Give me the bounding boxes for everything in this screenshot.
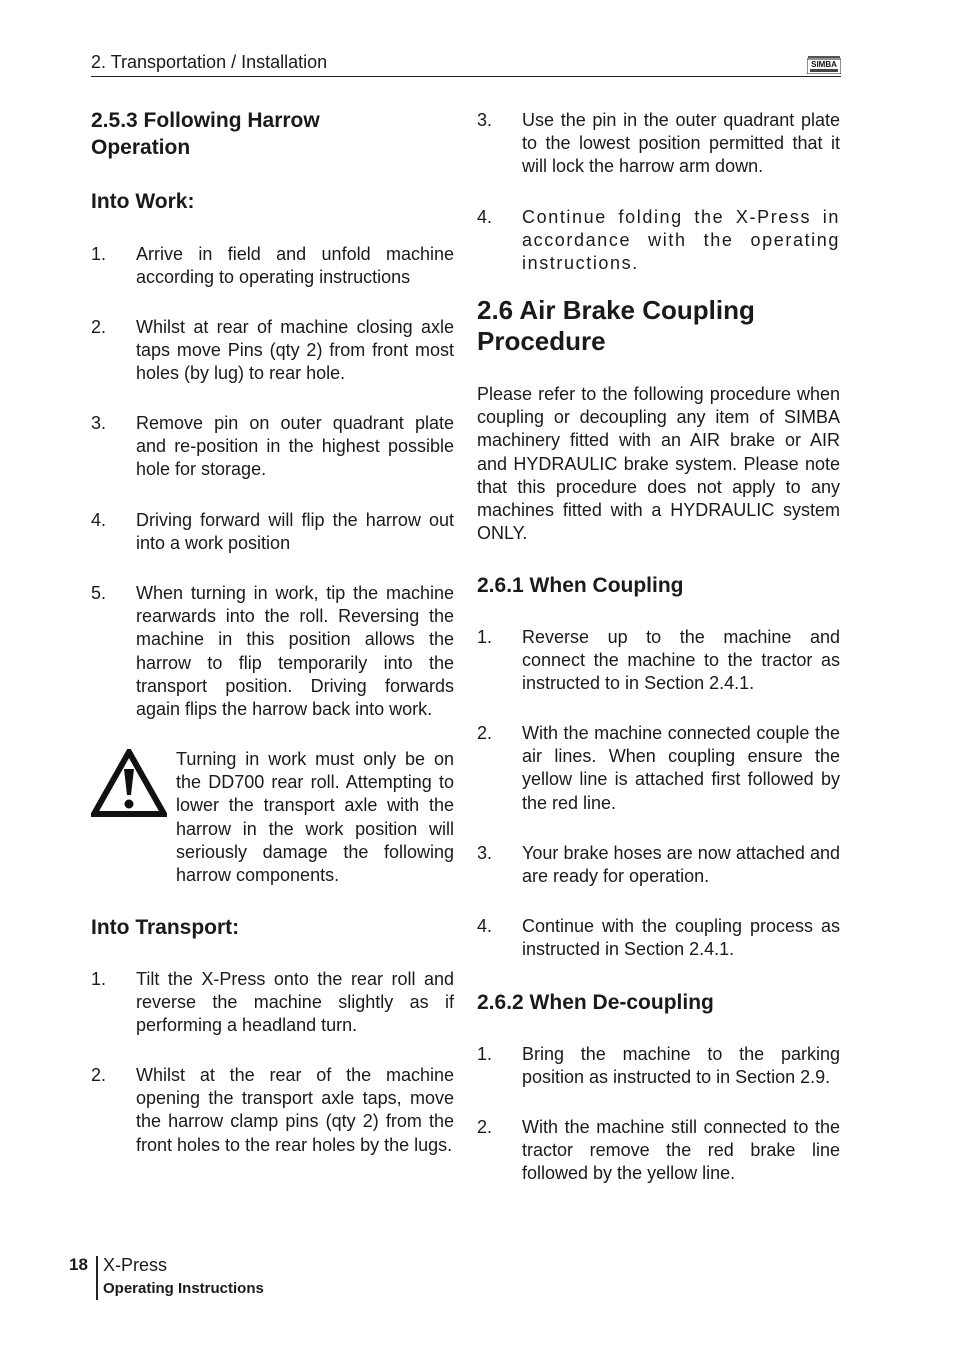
footer-subtitle: Operating Instructions [103, 1280, 264, 1297]
warning-text: Turning in work must only be on the DD700 rear roll. Attempting to lower the transport axle with the harrow in the work position will seriously damage the following harrow components. [176, 749, 454, 886]
footer-divider [96, 1256, 98, 1300]
simba-logo [807, 56, 841, 74]
into-work-heading: Into Work: [91, 190, 195, 213]
coupling-heading: 2.6.1 When Coupling [477, 574, 684, 597]
footer-product-name: X-Press [103, 1255, 168, 1275]
decoupling-heading: 2.6.2 When De-coupling [477, 991, 714, 1014]
header-section-title: 2. Transportation / Installation [91, 52, 328, 72]
into-transport-heading: Into Transport: [91, 916, 240, 939]
svg-text:SIMBA: SIMBA [811, 60, 837, 69]
warning-triangle-icon [91, 749, 167, 817]
page-header [91, 50, 841, 77]
air-brake-intro: Please refer to the following procedure when coupling or decoupling any item of SIMBA machinery fitted with an AIR brake or AIR and HYDRAULIC brake system. Please note that this procedure does not apply to any machines fitted with a HYDRAULIC system ONLY. [477, 384, 840, 544]
harrow-operation-title: 2.5.3 Following Harrow Operation [91, 109, 320, 159]
air-brake-section-title: 2.6 Air Brake Coupling Procedure [477, 295, 755, 356]
page-number: 18 [69, 1255, 88, 1274]
